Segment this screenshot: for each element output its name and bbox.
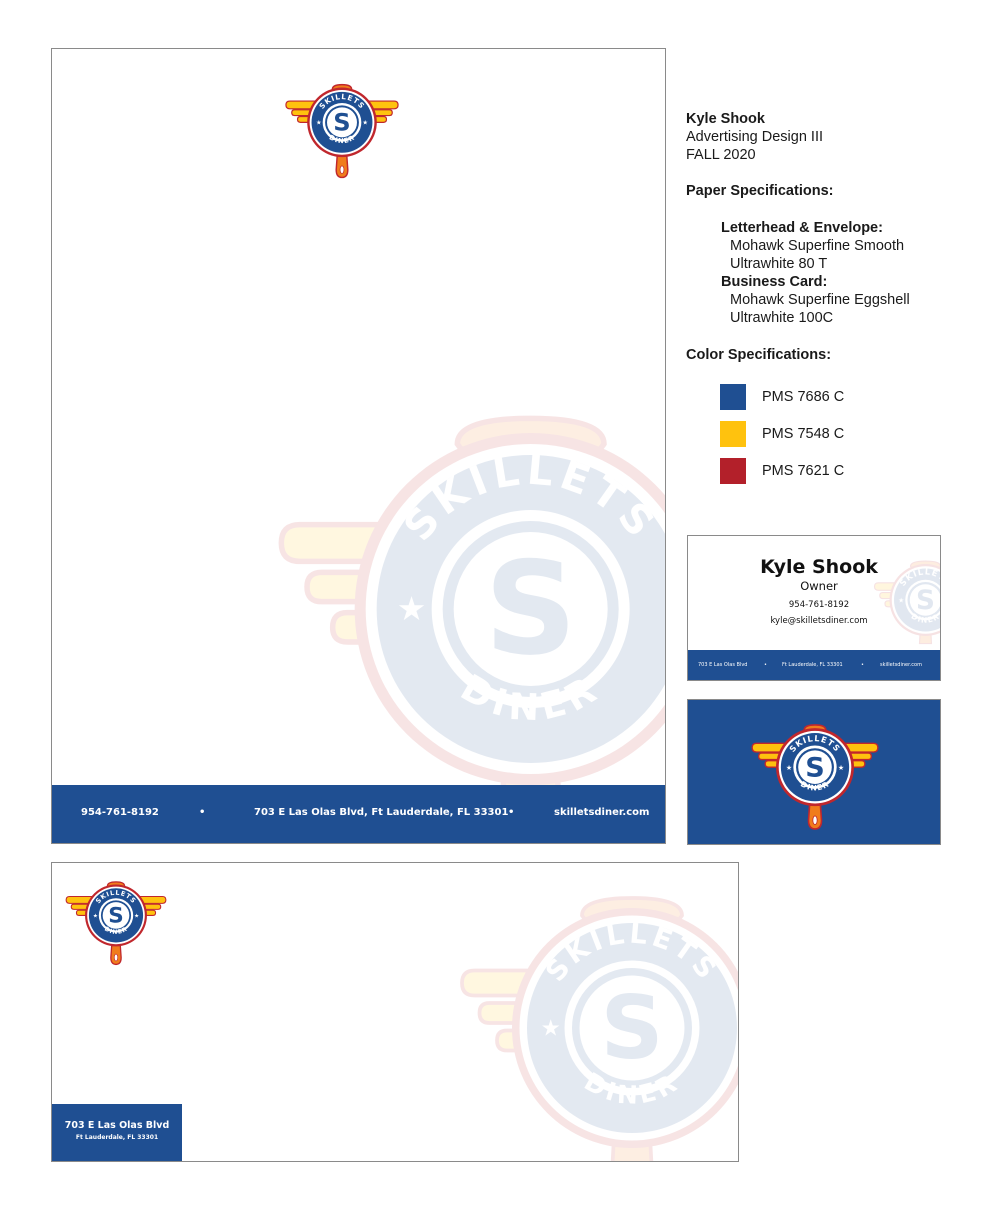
- footer-separator: •: [508, 807, 515, 818]
- letterhead: [51, 48, 666, 844]
- term: FALL 2020: [686, 147, 756, 163]
- color-spec-heading: Color Specifications:: [686, 347, 832, 363]
- letterhead-website: skilletsdiner.com: [554, 807, 650, 818]
- card-address: 703 E Las Olas Blvd: [698, 662, 748, 668]
- envelope-return-address: [52, 1104, 182, 1161]
- letterhead-paper-line2: Ultrawhite 80 T: [730, 256, 828, 272]
- business-card-front: [687, 535, 941, 681]
- logo-watermark: [457, 878, 739, 1162]
- card-title: Owner: [800, 579, 838, 593]
- card-separator: •: [861, 662, 864, 668]
- letterhead-phone: 954-761-8192: [81, 807, 159, 818]
- envelope-address-line2: Ft Lauderdale, FL 33301: [75, 1134, 159, 1141]
- designer-name: Kyle Shook: [686, 111, 765, 127]
- color-label-blue: PMS 7686 C: [762, 389, 845, 405]
- card-name: Kyle Shook: [760, 556, 878, 578]
- footer-separator: •: [199, 807, 206, 818]
- paper-spec-heading: Paper Specifications:: [686, 183, 834, 199]
- card-paper-line2: Ultrawhite 100C: [730, 310, 834, 326]
- card-city: Ft Lauderdale, FL 33301: [782, 662, 843, 668]
- color-label-red: PMS 7621 C: [762, 463, 845, 479]
- letterhead-footer: [52, 785, 665, 843]
- letterhead-paper-line1: Mohawk Superfine Smooth: [730, 238, 905, 254]
- color-swatch-blue: [720, 384, 746, 410]
- card-website: skilletsdiner.com: [880, 662, 922, 668]
- color-swatch-yellow: [720, 421, 746, 447]
- logo-icon: [63, 881, 169, 967]
- letterhead-address: 703 E Las Olas Blvd, Ft Lauderdale, FL 33301: [254, 807, 509, 818]
- card-footer: [688, 650, 940, 680]
- business-card-back: [687, 699, 941, 845]
- card-paper-heading: Business Card:: [721, 274, 828, 290]
- color-label-yellow: PMS 7548 C: [762, 426, 845, 442]
- card-email: kyle@skilletsdiner.com: [770, 616, 868, 626]
- card-separator: •: [764, 662, 767, 668]
- logo-icon: [284, 71, 400, 193]
- card-phone: 954-761-8192: [788, 600, 850, 610]
- card-paper-line1: Mohawk Superfine Eggshell: [730, 292, 910, 308]
- logo-watermark: [274, 389, 666, 829]
- envelope: [51, 862, 739, 1162]
- logo-icon: [750, 723, 880, 833]
- envelope-address-line1: 703 E Las Olas Blvd: [64, 1120, 170, 1131]
- color-swatch-red: [720, 458, 746, 484]
- letterhead-envelope-heading: Letterhead & Envelope:: [721, 220, 883, 236]
- course-name: Advertising Design III: [686, 129, 824, 145]
